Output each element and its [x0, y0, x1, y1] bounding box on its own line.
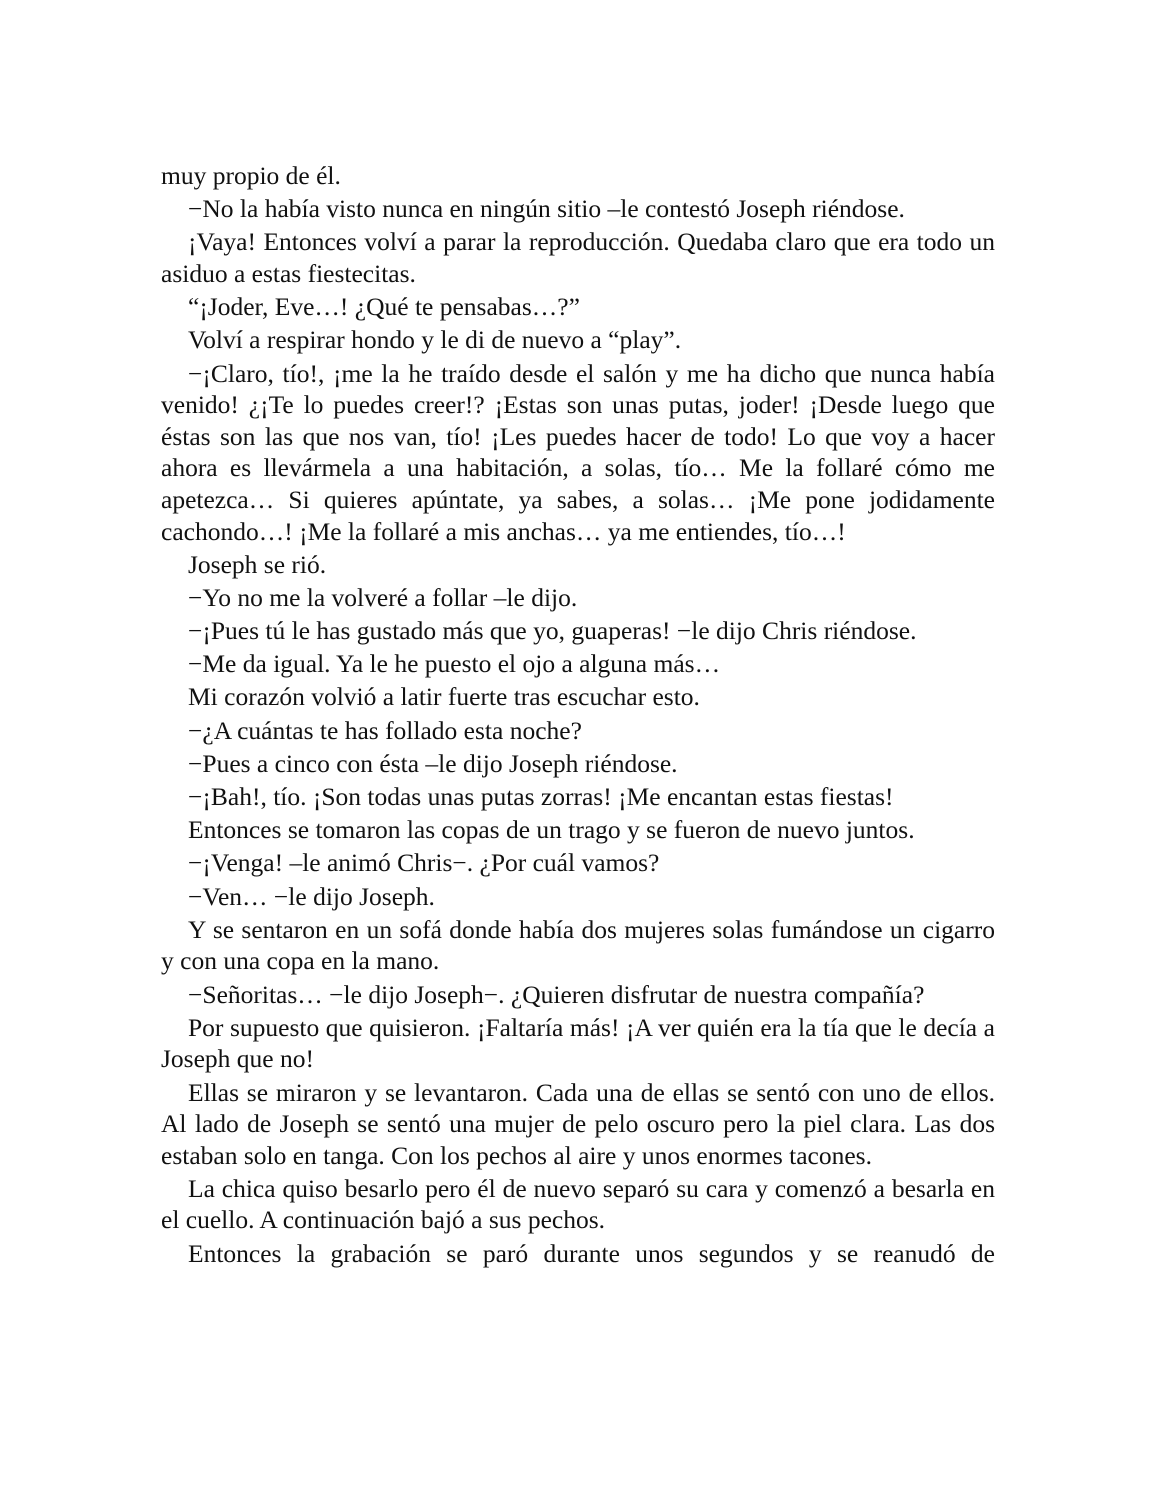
- paragraph: −¿A cuántas te has follado esta noche?: [188, 715, 582, 745]
- paragraph: −Yo no me la volveré a follar –le dijo.: [188, 582, 578, 612]
- paragraph: −Ven… −le dijo Joseph.: [188, 881, 435, 911]
- paragraph: −Me da igual. Ya le he puesto el ojo a alguna más…: [188, 649, 721, 679]
- paragraph: −¡Pues tú le has gustado más que yo, guaperas! −le dijo Chris riéndose.: [188, 616, 917, 646]
- paragraph: −¡Claro, tío!, ¡me la he traído desde el salón y me ha dicho que nunca había venido! ¿¡Te lo puedes creer!? ¡Estas son unas putas, joder! ¡Desde luego que éstas son las que nos van, tío! ¡Les puedes hacer de todo! Lo que voy a hacer ahora es llevármela a una habitación, a solas, tío… Me la follaré cómo me apetezca… Si quieres apúntate, ya sabes, a solas… ¡Me pone jodidamente cachondo…! ¡Me la follaré a mis anchas… ya me entiendes, tío…!: [161, 358, 995, 546]
- paragraph: Volví a respirar hondo y le di de nuevo a “play”.: [188, 325, 682, 355]
- book-page-text: [161, 160, 995, 1271]
- paragraph: Joseph se rió.: [188, 549, 327, 579]
- paragraph: Mi corazón volvió a latir fuerte tras escuchar esto.: [188, 682, 700, 712]
- paragraph: −Señoritas… −le dijo Joseph−. ¿Quieren disfrutar de nuestra compañía?: [188, 979, 925, 1009]
- paragraph: muy propio de él.: [161, 161, 341, 190]
- paragraph: ¡Vaya! Entonces volví a parar la reproducción. Quedaba claro que era todo un asiduo a estas fiestecitas.: [161, 227, 995, 288]
- paragraph: −¡Bah!, tío. ¡Son todas unas putas zorras! ¡Me encantan estas fiestas!: [188, 782, 894, 811]
- paragraph: −¡Venga! –le animó Chris−. ¿Por cuál vamos?: [188, 848, 660, 878]
- paragraph: Por supuesto que quisieron. ¡Faltaría más! ¡A ver quién era la tía que le decía a Joseph que no!: [161, 1012, 995, 1074]
- paragraph: −No la había visto nunca en ningún sitio –le contestó Joseph riéndose.: [188, 194, 905, 224]
- paragraph: Y se sentaron en un sofá donde había dos mujeres solas fumándose un cigarro y con una copa en la mano.: [161, 914, 995, 976]
- paragraph: −Pues a cinco con ésta –le dijo Joseph riéndose.: [188, 748, 678, 778]
- paragraph: Ellas se miraron y se levantaron. Cada una de ellas se sentó con uno de ellos. Al lado de Joseph se sentó una mujer de pelo oscuro pero la piel clara. Las dos estaban solo en tanga. Con los pechos al aire y unos enormes tacones.: [161, 1077, 995, 1170]
- paragraph: Entonces la grabación se paró durante unos segundos y se reanudó de: [188, 1238, 995, 1268]
- paragraph: La chica quiso besarlo pero él de nuevo separó su cara y comenzó a besarla en el cuello. A continuación bajó a sus pechos.: [161, 1173, 995, 1235]
- paragraph: “¡Joder, Eve…! ¿Qué te pensabas…?”: [188, 292, 580, 322]
- paragraph: Entonces se tomaron las copas de un trago y se fueron de nuevo juntos.: [188, 815, 915, 845]
